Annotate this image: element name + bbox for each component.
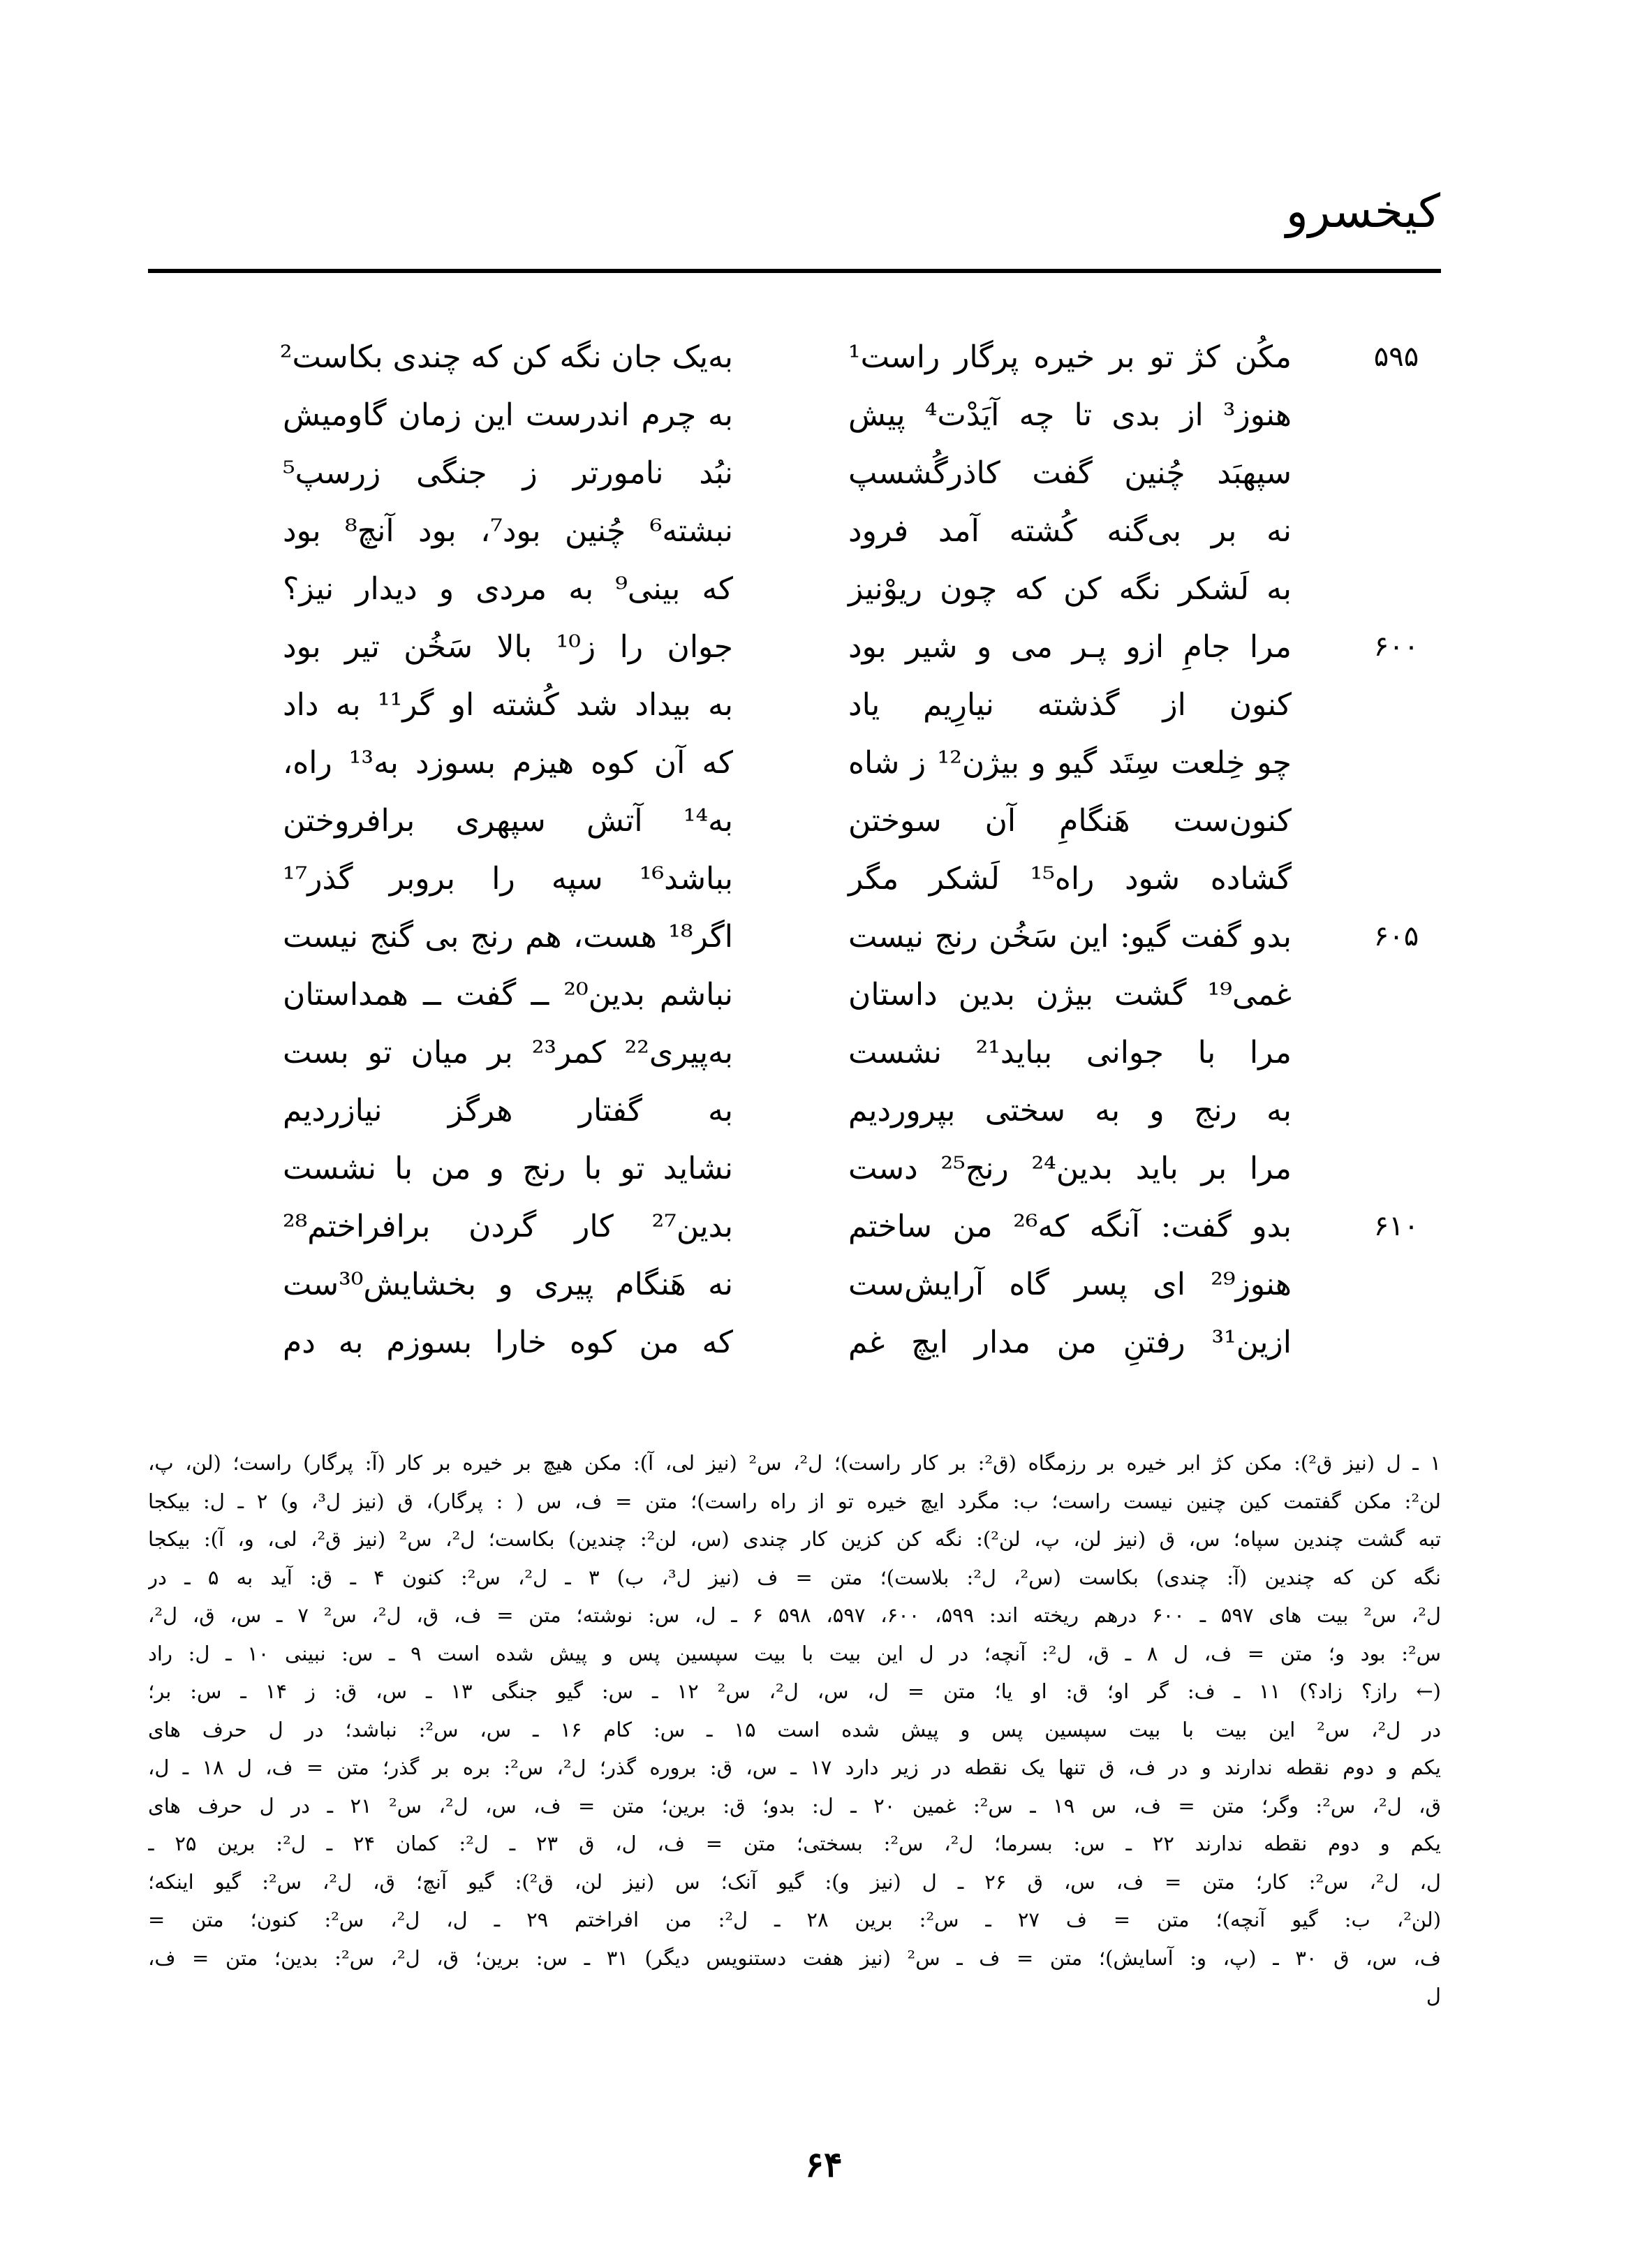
footnote-line: ل²، س² بیت های ۵۹۷ ـ ۶۰۰ درهم ریخته اند: ۵۹۹، ۶۰۰، ۵۹۷، ۵۹۸ ۶ ـ ل، س: نوشته؛ متن = ف، ق، ل²، س² ۷ ـ س، ق، ل²، [148, 1603, 1441, 1627]
hemistich-left: اگر¹⁸ هست، هم رنج بی گنج نیست [283, 919, 733, 955]
hemistich-right: کنون‌ست هَنگامِ آن سوختن [848, 803, 1292, 839]
hemistich-right: بدو گفت گیو: این سَخُن رنج نیست [848, 919, 1292, 955]
hemistich-right: مکُن کژ تو بر خیره پرگار راست¹ [848, 339, 1292, 375]
hemistich-right: گشاده شود راه¹⁵ لَشکر مگر [848, 861, 1292, 897]
hemistich-right: چو خِلعت سِتَد گیو و بیژن¹² ز شاه [848, 745, 1292, 781]
hemistich-right: کنون از گذشته نیارِیم یاد [848, 687, 1292, 723]
hemistich-right: مرا با جوانی بباید²¹ نشست [848, 1035, 1292, 1070]
hemistich-right: مرا بر باید بدین²⁴ رنج²⁵ دست [848, 1151, 1292, 1186]
hemistich-right: به لَشکر نگه کن که چون ریوْنیز [848, 571, 1292, 607]
footnote-line: ق، ل²، س²: وگر؛ متن = ف، س ۱۹ ـ س²: غمین ۲۰ ـ ل: بدو؛ ق: برین؛ متن = ف، س، ل²، س² ۲۱ ـ در ل حرف های [148, 1793, 1441, 1818]
page-title: کیخسرو [1285, 184, 1440, 238]
footnote-line: نگه کن که چندین (آ: چندی) بکاست (س²، ل²: بلاست)؛ متن = ف (نیز ل³، ب) ۳ ـ ل²، س²: کنون ۴ ـ ق: آید به ۵ ـ در [148, 1565, 1441, 1589]
footnote-line: تبه گشت چندین سپاه؛ س، ق (نیز لن، پ، لن²): نگه کن کزین کار چندی (س، لن²: چندین) بکاست؛ ل²، س² (نیز ق²، لی، و، آ): بیکجا [148, 1527, 1441, 1551]
hemistich-left: نشاید تو با رنج و من با نشست [283, 1151, 733, 1186]
verse-row [0, 908, 1626, 966]
verse-row [0, 1256, 1626, 1313]
verse-row [0, 1313, 1626, 1371]
footnote-line: ل، ل²، س²: کار؛ متن = ف، س، ق ۲۶ ـ ل (نیز و): گیو آنک؛ س (نیز لن، ق²): گیو آنچ؛ ق، ل²، س²: گیو اینکه؛ [148, 1869, 1441, 1894]
verse-number: ۶۰۰ [1373, 631, 1419, 663]
footnote-line: در ل²، س² این بیت با بیت سپسین پس و پیش شده است ۱۵ ـ س: کام ۱۶ ـ س، س²: نباشد؛ در ل حرف های [148, 1717, 1441, 1742]
hemistich-right: بدو گفت: آنگه که²⁶ من ساختم [848, 1209, 1292, 1244]
verse-number: ۶۰۵ [1373, 920, 1419, 952]
footnote-line: ف، س، ق ۳۰ ـ (پ، و: آسایش)؛ متن = ف ـ س² (نیز هفت دستنویس دیگر) ۳۱ ـ س: برین؛ ق، ل²، س²: بدین؛ متن = ف، [148, 1945, 1441, 1970]
hemistich-left: به گفتار هرگز نیازردیم [283, 1093, 733, 1128]
hemistich-left: نه هَنگام پیری و بخشایش³⁰ست [283, 1267, 733, 1302]
hemistich-left: به‌پیری²² کمر²³ بر میان تو بست [283, 1035, 733, 1070]
hemistich-left: نبشته⁶ چُنین بود⁷، بود آنچ⁸ بود [283, 513, 733, 549]
hemistich-left: که بینی⁹ به مردی و دیدار نیز؟ [283, 571, 733, 607]
hemistich-right: هنوز²⁹ ای پسر گاه آرایش‌ست [848, 1267, 1292, 1302]
hemistich-left: به چرم اندرست این زمان گاومیش [283, 397, 733, 433]
verse-row [0, 1140, 1626, 1198]
hemistich-left: جوان را ز¹⁰ بالا سَخُن تیر بود [283, 629, 733, 665]
footnote-line: یکم و دوم نقطه ندارند ۲۲ ـ س: بسرما؛ ل²، س²: بسختی؛ متن = ف، ل، ق ۲۳ ـ ل²: کمان ۲۴ ـ ل²: برین ۲۵ ـ [148, 1832, 1441, 1855]
verse-row [0, 502, 1626, 560]
verse-row [0, 1198, 1626, 1256]
hemistich-left: بدین²⁷ کار گردن برافراختم²⁸ [283, 1209, 733, 1244]
footnote-line: س²: بود و؛ متن = ف، ل ۸ ـ ق، ل²: آنچه؛ در ل این بیت با بیت سپسین پس و پیش شده است ۹ ـ س: نبینی ۱۰ ـ ل: راد [148, 1641, 1441, 1665]
hemistich-right: به رنج و به سختی بپروردیم [848, 1093, 1292, 1128]
hemistich-right: مرا جامِ ازو پـر می و شیر بود [848, 629, 1292, 665]
verse-row [0, 1082, 1626, 1140]
hemistich-right: ازین³¹ رفتنِ من مدار ایچ غم [848, 1325, 1292, 1360]
hemistich-left: به¹⁴ آتش سپهری برافروختن [283, 803, 733, 839]
header-rule [148, 269, 1441, 273]
hemistich-left: که من کوه خارا بسوزم به دم [283, 1325, 733, 1360]
verse-number: ۵۹۵ [1373, 341, 1419, 373]
verse-row [0, 966, 1626, 1024]
hemistich-right: نه بر بی‌گنه کُشته آمد فرود [848, 513, 1292, 549]
hemistich-left: به بیداد شد کُشته او گر¹¹ به داد [283, 687, 733, 723]
hemistich-right: غمی¹⁹ گشت بیژن بدین داستان [848, 977, 1292, 1012]
verse-row [0, 386, 1626, 444]
verse-number: ۶۱۰ [1373, 1210, 1419, 1242]
verse-row [0, 792, 1626, 850]
verse-row [0, 560, 1626, 618]
verse-row [0, 734, 1626, 792]
footnote-line: ۱ ـ ل (نیز ق²): مکن کژ ابر خیره بر رزمگاه (ق²: بر کار راست)؛ ل²، س² (نیز لی، آ): مکن هیچ بر خیره بر کار (آ: پرگار) راست؛ (لن، پ، [148, 1451, 1441, 1475]
footnote-line: ل [1426, 1984, 1441, 2008]
verse-row [0, 850, 1626, 908]
hemistich-right: سپهبَد چُنین گفت کاذرگُشسپ [848, 455, 1292, 491]
verse-row [0, 328, 1626, 386]
hemistich-left: بباشد¹⁶ سپه را بروبر گذر¹⁷ [283, 861, 733, 897]
hemistich-left: نبُد نامورتر ز جنگی زرسپ⁵ [283, 455, 733, 491]
footnotes [148, 1444, 1441, 2015]
hemistich-right: هنوز³ از بدی تا چه آیَدْت⁴ پیش [848, 397, 1292, 433]
verse-row [0, 676, 1626, 734]
footnote-line: یکم و دوم نقطه ندارند و در ف، ق تنها یک نقطه در زیر دارد ۱۷ ـ س، ق: بروره گذر؛ ل²، س²: بره بر گذر؛ متن = ف، ل ۱۸ ـ ل، [148, 1755, 1441, 1779]
verse-row [0, 618, 1626, 676]
hemistich-left: که آن کوه هیزم بسوزد به¹³ راه، [283, 745, 733, 781]
footnote-line: (← راز؟ زاد؟) ۱۱ ـ ف: گر او؛ ق: او یا؛ متن = ل، س، ل²، س² ۱۲ ـ س: گیو جنگی ۱۳ ـ س، ق: ز ۱۴ ـ س: بر؛ [148, 1679, 1441, 1703]
verse-row [0, 1024, 1626, 1082]
footnote-line: لن²: مکن گفتمت کین چنین نیست راست؛ ب: مگرد ایچ خیره تو از راه راست)؛ متن = ف، س ( : پرگار)، ق (نیز ل³، و) ۲ ـ ل: بیکجا [148, 1489, 1441, 1513]
verse-row [0, 444, 1626, 502]
hemistich-left: به‌یک جان نگه کن که چندی بکاست² [279, 339, 733, 375]
page-number: ۶۴ [805, 2144, 843, 2185]
footnote-line: (لن²، ب: گیو آنچه)؛ متن = ف ۲۷ ـ س²: برین ۲۸ ـ ل²: من افراختم ۲۹ ـ ل، ل²، س²: کنون؛ متن = [148, 1908, 1441, 1931]
hemistich-left: نباشم بدین²⁰ ــ گفت ــ همداستان [283, 977, 733, 1012]
